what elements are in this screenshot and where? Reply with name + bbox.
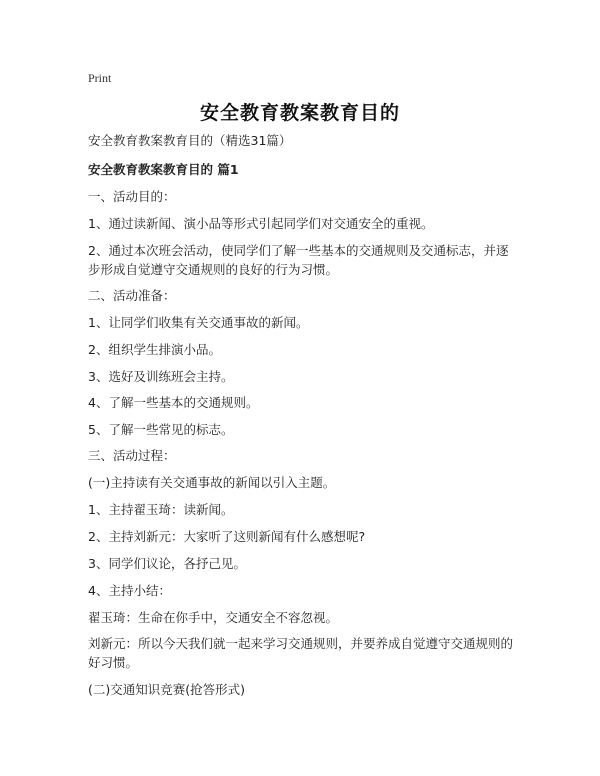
paragraph: 2、通过本次班会活动，使同学们了解一些基本的交通规则及交通标志，并逐步形成自觉遵守交通规则的良好的行为习惯。 [88,243,509,277]
paragraph: 2、主持刘新元：大家听了这则新闻有什么感想呢? [88,529,366,544]
paragraph: 3、选好及训练班会主持。 [88,369,234,384]
paragraph: 二、活动准备： [88,288,176,303]
paragraph: 刘新元：所以今天我们就一起来学习交通规则，并要养成自觉遵守交通规则的好习惯。 [88,636,514,670]
page-title: 安全教育教案教育目的 [199,102,400,124]
paragraph: 4、主持小结： [88,583,171,598]
subtitle: 安全教育教案教育目的（精选31篇） [88,133,292,148]
paragraph: (二)交通知识竞赛(抢答形式) [88,682,246,697]
paragraph: 一、活动目的： [88,189,176,204]
paragraph: 1、让同学们收集有关交通事故的新闻。 [88,315,309,330]
paragraph: 1、通过读新闻、演小品等形式引起同学们对交通安全的重视。 [88,216,434,231]
paragraph: 翟玉琦：生命在你手中，交通安全不容忽视。 [88,610,339,625]
paragraph: 1、主持翟玉琦：读新闻。 [88,502,234,517]
section-heading: 安全教育教案教育目的 篇1 [88,162,239,177]
paragraph: 2、组织学生排演小品。 [88,342,221,357]
paragraph: 三、活动过程： [88,448,176,463]
paragraph: 5、了解一些常见的标志。 [88,422,234,437]
print-link[interactable]: Print [88,71,112,85]
paragraph: 3、同学们议论，各抒己见。 [88,556,246,571]
paragraph: 4、了解一些基本的交通规则。 [88,395,259,410]
paragraph: (一)主持读有关交通事故的新闻以引入主题。 [88,475,336,490]
